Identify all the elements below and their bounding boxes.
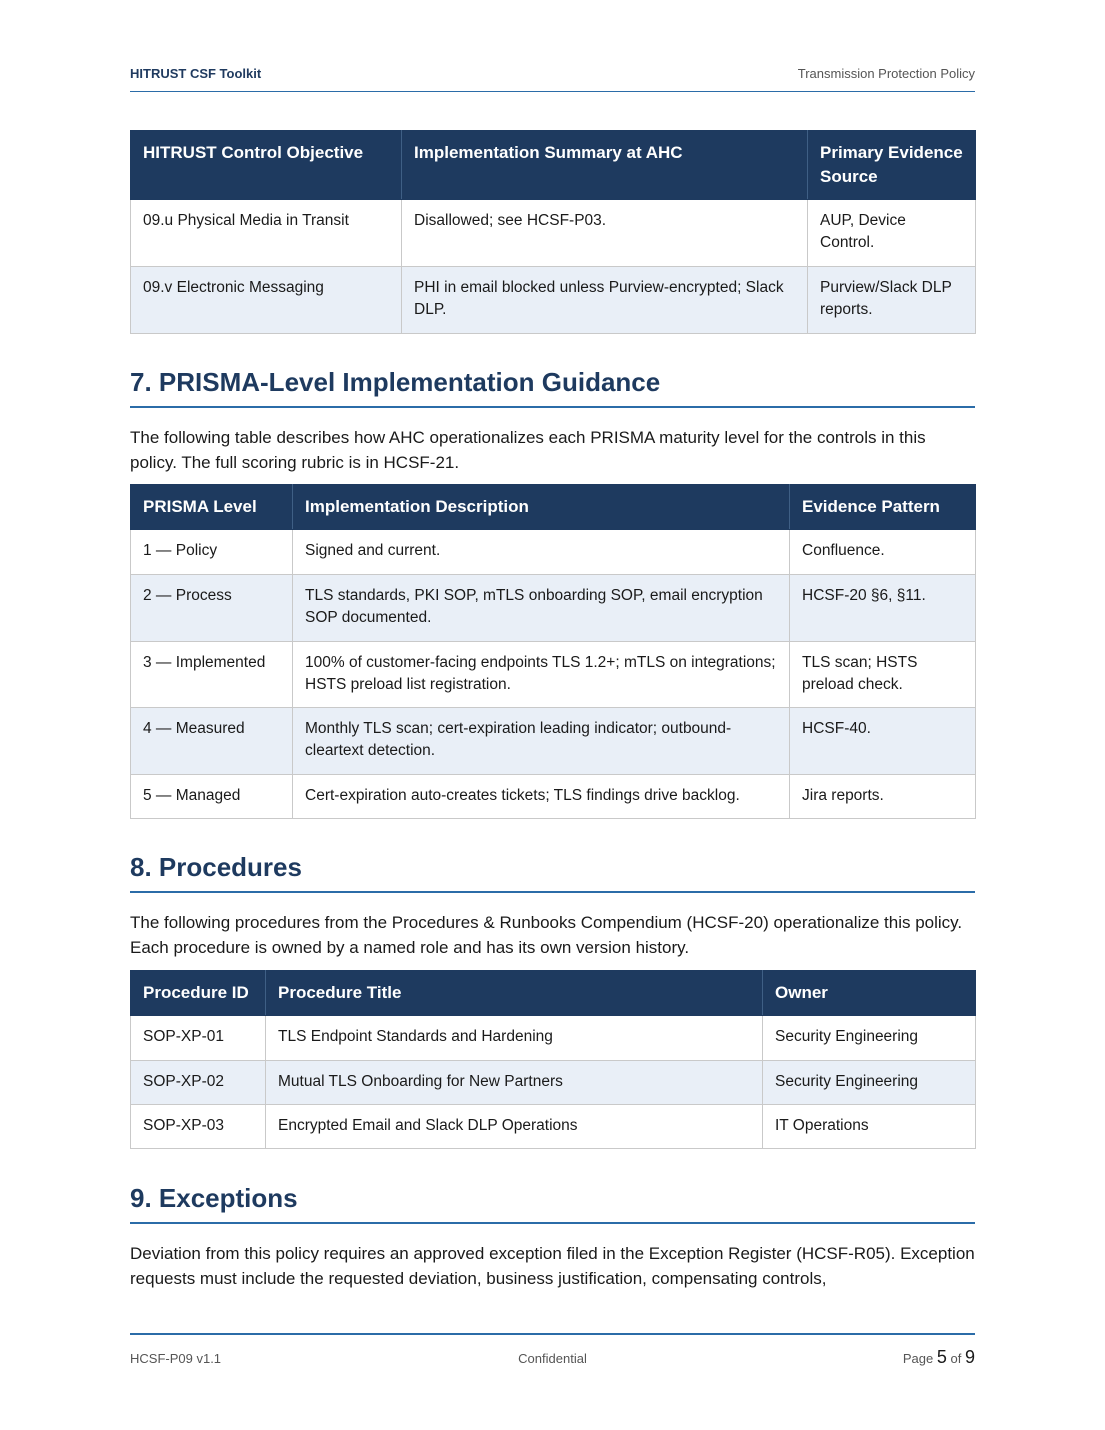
table-cell: 09.v Electronic Messaging	[131, 267, 402, 334]
table-row	[131, 575, 976, 642]
table-row	[131, 1061, 976, 1105]
table-header-row	[131, 131, 976, 200]
page-footer	[130, 1333, 975, 1367]
section-intro: The following procedures from the Procedures & Runbooks Compendium (HCSF-20) operationalize this policy. Each procedure is owned by a named role and has its own version history.	[130, 913, 963, 957]
table-row	[131, 530, 976, 575]
table-cell: Cert-expiration auto-creates tickets; TLS findings drive backlog.	[293, 775, 790, 819]
section-heading: 7. PRISMA-Level Implementation Guidance	[130, 367, 975, 408]
column-header: PRISMA Level	[131, 485, 293, 530]
section-7	[130, 367, 975, 408]
footer-classification: Confidential	[518, 1351, 587, 1366]
total-pages: 9	[964, 1347, 975, 1367]
table-cell: HCSF-20 §6, §11.	[790, 575, 976, 642]
table-row	[131, 1105, 976, 1149]
section-heading: 9. Exceptions	[130, 1183, 975, 1224]
table-cell: PHI in email blocked unless Purview-encrypted; Slack DLP.	[402, 267, 808, 334]
section-intro: The following table describes how AHC operationalizes each PRISMA maturity level for the controls in this policy. The full scoring rubric is in HCSF-21.	[130, 428, 926, 472]
table-cell: Monthly TLS scan; cert-expiration leading indicator; outbound-cleartext detection.	[293, 708, 790, 775]
procedures-table	[130, 970, 976, 1149]
section-8	[130, 852, 975, 893]
table-cell: AUP, Device Control.	[808, 200, 976, 267]
table-header-row	[131, 485, 976, 530]
table-cell: 09.u Physical Media in Transit	[131, 200, 402, 267]
table-cell: 2 — Process	[131, 575, 293, 642]
column-header: Primary Evidence Source	[808, 131, 976, 200]
column-header: Evidence Pattern	[790, 485, 976, 530]
table-cell: SOP-XP-03	[131, 1105, 266, 1149]
column-header: Implementation Summary at AHC	[402, 131, 808, 200]
header-toolkit-title: HITRUST CSF Toolkit	[130, 66, 262, 81]
table-cell: Disallowed; see HCSF-P03.	[402, 200, 808, 267]
column-header: HITRUST Control Objective	[131, 131, 402, 200]
table-cell: Signed and current.	[293, 530, 790, 575]
table-row	[131, 267, 976, 334]
table-cell: Security Engineering	[763, 1016, 976, 1061]
table-row	[131, 708, 976, 775]
table-cell: 5 — Managed	[131, 775, 293, 819]
footer-doc-id: HCSF-P09 v1.1	[130, 1351, 222, 1366]
section-intro: Deviation from this policy requires an approved exception filed in the Exception Register (HCSF-R05). Exception requests must include the requested deviation, business justification, compensating controls,	[130, 1244, 975, 1288]
current-page: 5	[936, 1347, 947, 1367]
table-cell: IT Operations	[763, 1105, 976, 1149]
of-label: of	[950, 1351, 962, 1366]
table-row	[131, 642, 976, 708]
section-9-intro-wrap	[130, 1242, 975, 1291]
procedures-table-wrap	[130, 970, 975, 1149]
table-cell: Encrypted Email and Slack DLP Operations	[266, 1105, 763, 1149]
table-cell: 1 — Policy	[131, 530, 293, 575]
table-cell: SOP-XP-02	[131, 1061, 266, 1105]
table-row	[131, 200, 976, 267]
section-7-intro-wrap	[130, 426, 975, 475]
table-cell: TLS scan; HSTS preload check.	[790, 642, 976, 708]
table-cell: 4 — Measured	[131, 708, 293, 775]
table-cell: TLS Endpoint Standards and Hardening	[266, 1016, 763, 1061]
table-header-row	[131, 971, 976, 1016]
section-heading: 8. Procedures	[130, 852, 975, 893]
column-header: Procedure Title	[266, 971, 763, 1016]
column-header: Owner	[763, 971, 976, 1016]
section-9	[130, 1183, 975, 1224]
prisma-level-table	[130, 484, 976, 819]
table-cell: Security Engineering	[763, 1061, 976, 1105]
column-header: Procedure ID	[131, 971, 266, 1016]
table-cell: SOP-XP-01	[131, 1016, 266, 1061]
prisma-table-wrap	[130, 484, 975, 819]
control-objective-table	[130, 130, 976, 334]
table-cell: 3 — Implemented	[131, 642, 293, 708]
table-cell: 100% of customer-facing endpoints TLS 1.2+; mTLS on integrations; HSTS preload list registration.	[293, 642, 790, 708]
control-objective-table-wrap	[130, 130, 975, 334]
table-cell: Mutual TLS Onboarding for New Partners	[266, 1061, 763, 1105]
table-cell: HCSF-40.	[790, 708, 976, 775]
header-policy-title: Transmission Protection Policy	[797, 66, 975, 81]
page-header	[130, 64, 975, 92]
table-row	[131, 1016, 976, 1061]
table-cell: Jira reports.	[790, 775, 976, 819]
page-label: Page	[902, 1351, 934, 1366]
table-row	[131, 775, 976, 819]
section-8-intro-wrap	[130, 911, 975, 960]
page-number	[903, 1347, 975, 1368]
table-cell: Confluence.	[790, 530, 976, 575]
table-cell: Purview/Slack DLP reports.	[808, 267, 976, 334]
column-header: Implementation Description	[293, 485, 790, 530]
table-cell: TLS standards, PKI SOP, mTLS onboarding SOP, email encryption SOP documented.	[293, 575, 790, 642]
